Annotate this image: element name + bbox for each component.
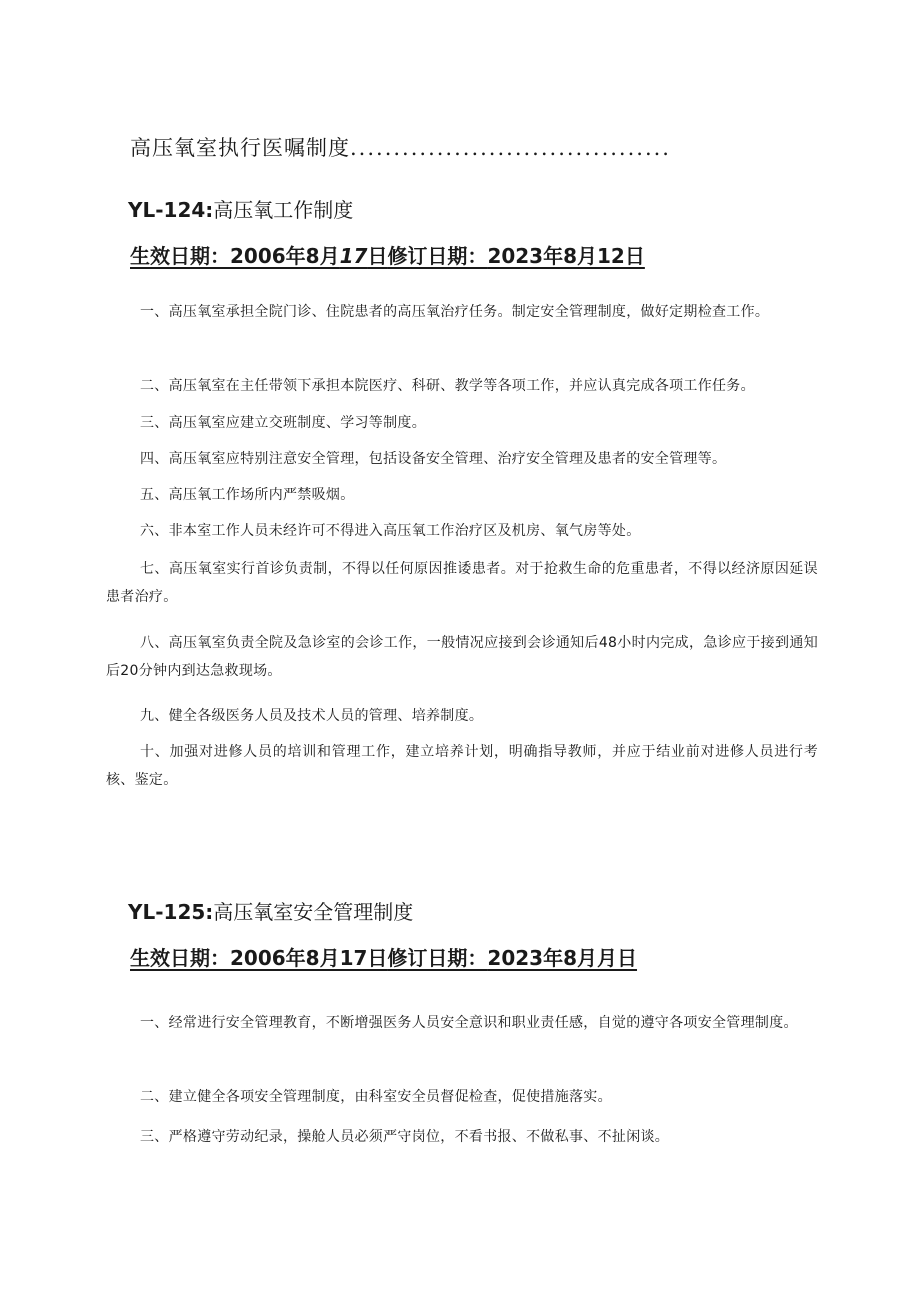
section-title: 高压氧室安全管理制度: [213, 900, 414, 924]
paragraph: 十、加强对进修人员的培训和管理工作，建立培养计划，明确指导教师，并应于结业前对进修人员进行考核、鉴定。: [106, 744, 818, 788]
section-heading: [128, 194, 353, 223]
paragraph: 六、非本室工作人员未经许可不得进入高压氧工作治疗区及机房、氧气房等处。: [140, 523, 641, 539]
paragraph: 一、经常进行安全管理教育，不断增强医务人员安全意识和职业责任感，自觉的遵守各项安全管理制度。: [140, 1015, 798, 1031]
paragraph: 八、高压氧室负责全院及急诊室的会诊工作，一般情况应接到会诊通知后48小时内完成，急诊应于接到通知后20分钟内到达急救现场。: [106, 635, 818, 679]
effective-date-value: 2006年8月17日: [230, 946, 388, 970]
section-dates: [130, 942, 637, 971]
effective-date-label: 生效日期：: [130, 244, 230, 268]
paragraph: 三、严格遵守劳动纪录，操舱人员必须严守岗位，不看书报、不做私事、不扯闲谈。: [140, 1129, 670, 1145]
section-heading: [128, 896, 413, 925]
revised-date-label: 修订日期：: [387, 244, 488, 268]
effective-date-suffix: 日: [367, 244, 388, 268]
toc-entry: [130, 132, 671, 162]
paragraph: 三、高压氧室应建立交班制度、学习等制度。: [140, 415, 426, 431]
paragraph: 二、建立健全各项安全管理制度，由科室安全员督促检查，促使措施落实。: [140, 1089, 612, 1105]
effective-date-label: 生效日期：: [130, 946, 230, 970]
paragraph: 五、高压氧工作场所内严禁吸烟。: [140, 487, 355, 503]
toc-leader-dots: .....................................: [350, 136, 671, 160]
paragraph: 一、高压氧室承担全院门诊、住院患者的高压氧治疗任务。制定安全管理制度，做好定期检查工作。: [140, 304, 770, 320]
section-dates: [130, 240, 645, 269]
paragraph: 二、高压氧室在主任带领下承担本院医疗、科研、教学等各项工作，并应认真完成各项工作任务。: [140, 378, 755, 394]
paragraph: 九、健全各级医务人员及技术人员的管理、培养制度。: [140, 708, 484, 724]
revised-date-value: 2023年8月12日: [487, 244, 645, 268]
toc-entry-title: 高压氧室执行医嘱制度: [130, 136, 350, 160]
paragraph: 四、高压氧室应特别注意安全管理，包括设备安全管理、治疗安全管理及患者的安全管理等。: [140, 451, 727, 467]
section-code: YL-125:: [128, 900, 214, 924]
effective-date-day: 17: [339, 244, 368, 268]
section-code: YL-124:: [128, 198, 214, 222]
effective-date-value: 2006年8月: [230, 244, 340, 268]
section-title: 高压氧工作制度: [213, 198, 354, 222]
revised-date-value: 2023年8月月日: [487, 946, 638, 970]
paragraph: 七、高压氧室实行首诊负责制，不得以任何原因推诿患者。对于抢救生命的危重患者，不得以经济原因延误患者治疗。: [106, 561, 818, 605]
revised-date-label: 修订日期：: [387, 946, 488, 970]
